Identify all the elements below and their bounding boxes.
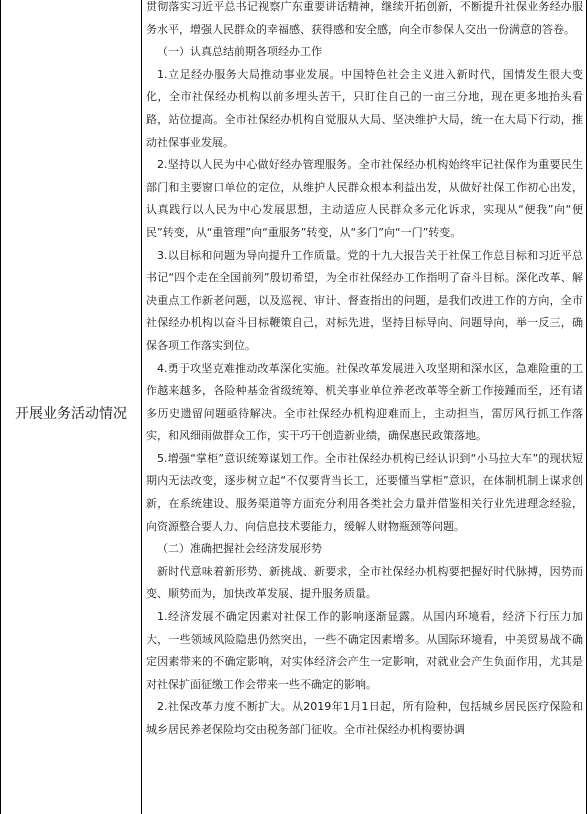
paragraph: 2.社保改革力度不断扩大。从2019年1月1日起，所有险种，包括城乡居民医疗保险和城乡居民养老保险均交由税务部门征收。全市社保经办机构要协调 <box>146 700 583 736</box>
paragraph: 1.经济发展不确定因素对社保工作的影响逐渐显露。从国内环境看，经济下行压力加大，一些领域风险隐患仍然突出，一些不确定因素增多。从国际环境看，中美贸易战不确定因素带来的不确定影响，对实体经济会产生一定影响，对就业会产生负面作用，尤其是对社保扩面征缴工作会带来一些不确定的影响。 <box>146 610 583 691</box>
paragraph: 新时代意味着新形势、新挑战、新要求，全市社保经办机构要把握好时代脉搏，因势而变、顺势而为，加快改革发展、提升服务质量。 <box>146 564 583 601</box>
row-label-cell <box>1 0 142 814</box>
section-heading-2: （二）准确把握社会经济发展形势 <box>157 542 322 556</box>
paragraph: 1.立足经办服务大局推动事业发展。中国特色社会主义进入新时代，国情发生很大变化，全市社保经办机构以前多埋头苦干，只盯住自己的一亩三分地，现在更多地抬头看路，站位提高。全市社保经办机构自觉服从大局、坚决维护大局，统一在大局下行动，推动社保事业发展。 <box>146 67 583 149</box>
paragraph: 2.坚持以人民为中心做好经办管理服务。全市社保经办机构始终牢记社保作为重要民生部门和主要窗口单位的定位，从维护人民群众根本利益出发，从做好社保工作初心出发，认真践行以人民为中心发展思想，主动适应人民群众多元化诉求，实现从“便我”向“便民”转变，从“重管理”向“重服务”转变，从“多门”向“一门”转变。 <box>146 158 583 239</box>
intro-paragraph: 贯彻落实习近平总书记视察广东重要讲话精神，继续开拓创新，不断提升社保业务经办服务水平，增强人民群众的幸福感、获得感和安全感，向全市参保人交出一份满意的答卷。 <box>146 0 583 36</box>
paragraph: 5.增强“掌柜”意识统筹谋划工作。全市社保经办机构已经认识到“小马拉大车”的现状短期内无法改变，逐步树立起“不仅要背当长工，还要懂当掌柜”意识，在体制机制上谋求创新，在系统建设、服务渠道等方面充分利用各类社会力量并借鉴相关行业先进理念经验，向资源整合要人力、向信息技术要能力，缓解人财物瓶颈等问题。 <box>146 451 583 533</box>
paragraph: 4.勇于攻坚克难推动改革深化实施。社保改革发展进入攻坚期和深水区，急难险重的工作越来越多，各险种基金省级统筹、机关事业单位养老改革等全新工作接踵而至，还有诸多历史遗留问题亟待解决。全市社保经办机构迎难而上，主动担当，雷厉风行抓工作落实，和风细雨做群众工作，实干巧干创造新业绩，确保惠民政策落地。 <box>146 361 583 443</box>
paragraph: 3.以目标和问题为导向提升工作质量。党的十九大报告关于社保工作总目标和习近平总书记“四个走在全国前列”殷切希望，为全市社保经办工作指明了奋斗目标。深化改革、解决重点工作新老问题，以及巡视、审计、督查指出的问题，是我们改进工作的方向，全市社保经办机构以奋斗目标鞭策自己，对标先进，坚持目标导向、问题导向，举一反三，确保各项工作落实到位。 <box>146 248 583 352</box>
row-label: 开展业务活动情况 <box>15 406 127 422</box>
section-heading-1: （一）认真总结前期各项经办工作 <box>157 45 322 59</box>
content-cell <box>146 0 583 742</box>
